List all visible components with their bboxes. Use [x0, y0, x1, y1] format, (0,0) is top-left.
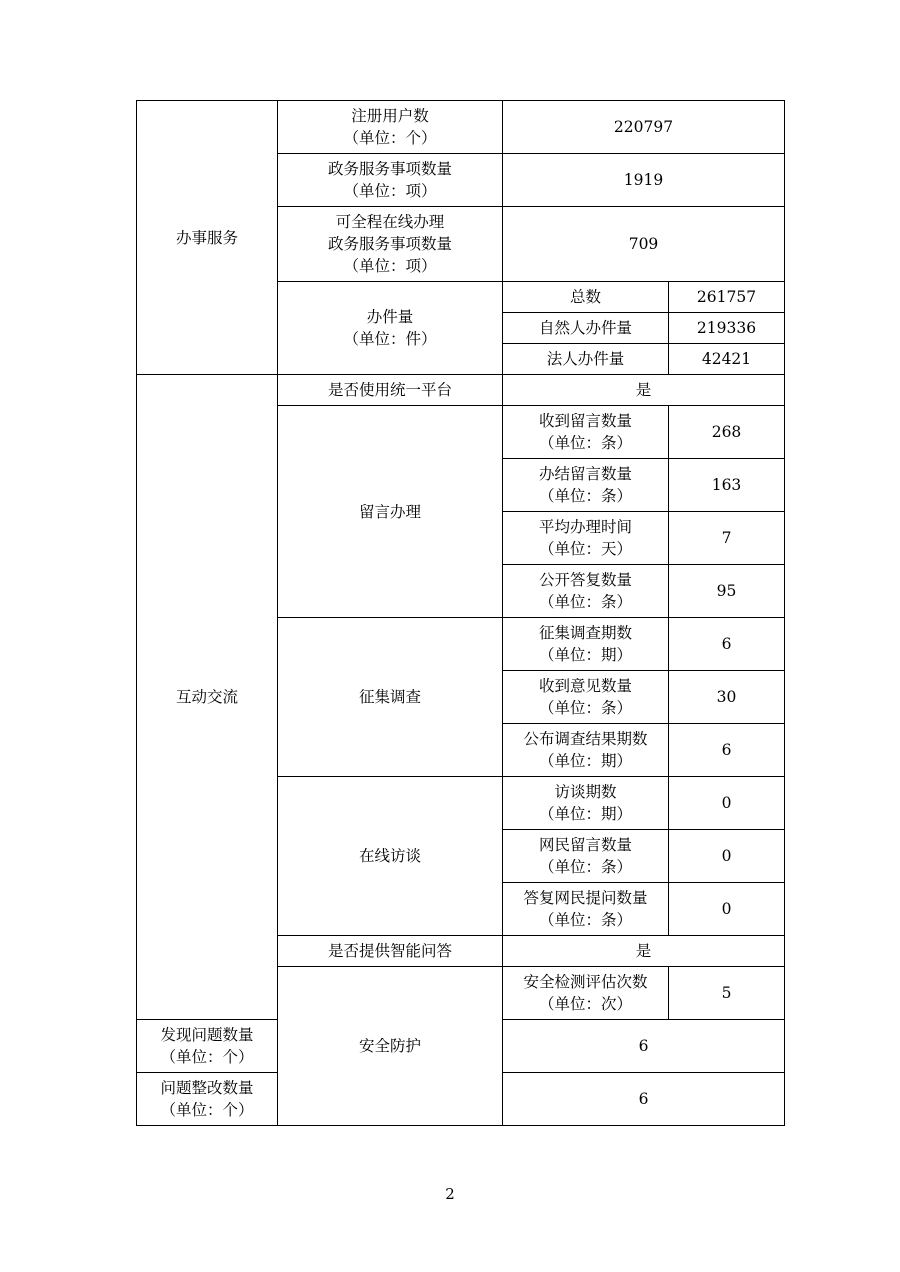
subrow-label-unit: （单位：期）	[538, 805, 632, 823]
row-label-line2: 政务服务事项数量	[327, 235, 452, 253]
row-label-line1: 安全检测评估次数	[523, 973, 648, 991]
table-row	[137, 375, 785, 406]
row-label-unit: （单位：项）	[343, 257, 437, 275]
subrow-value-public-replies: 95	[669, 565, 785, 618]
subrow-value-netizen-messages: 0	[669, 830, 785, 883]
row-label-line1: 政务服务事项数量	[327, 160, 452, 178]
subrow-label-unit: （单位：条）	[538, 593, 632, 611]
row-label-security-assessments	[503, 967, 669, 1020]
subrow-label-unit: （单位：期）	[538, 646, 632, 664]
row-label-handled-cases	[278, 282, 503, 375]
subrow-label-unit: （单位：条）	[538, 434, 632, 452]
subrow-label-interview-count	[503, 777, 669, 830]
row-label-unit: （单位：个）	[343, 129, 437, 147]
row-label-online-service-items	[278, 207, 503, 282]
row-label-registered-users	[278, 101, 503, 154]
section-label-anquan: 安全防护	[278, 967, 503, 1126]
row-label-unit: （单位：个）	[160, 1101, 254, 1119]
subrow-label-survey-count	[503, 618, 669, 671]
row-label-unit: （单位：个）	[160, 1048, 254, 1066]
row-label-survey: 征集调查	[278, 618, 503, 777]
subrow-label-line1: 收到留言数量	[538, 412, 632, 430]
row-label-message-handling: 留言办理	[278, 406, 503, 618]
row-label-service-items	[278, 154, 503, 207]
section-label-banshi: 办事服务	[137, 101, 278, 375]
subrow-value-opinions-received: 30	[669, 671, 785, 724]
subrow-label-netizen-messages	[503, 830, 669, 883]
subrow-value-interview-count: 0	[669, 777, 785, 830]
row-value-security-assessments: 5	[669, 967, 785, 1020]
row-label-line1: 发现问题数量	[160, 1026, 254, 1044]
subrow-value-messages-closed: 163	[669, 459, 785, 512]
subrow-label-line1: 办结留言数量	[538, 465, 632, 483]
row-label-line1: 注册用户数	[351, 107, 429, 125]
subrow-value-legal-person: 42421	[669, 344, 785, 375]
subrow-label-unit: （单位：条）	[538, 699, 632, 717]
row-label-unified-platform: 是否使用统一平台	[278, 375, 503, 406]
subrow-value-survey-count: 6	[669, 618, 785, 671]
row-value-smart-qa: 是	[503, 936, 785, 967]
subrow-label-line1: 平均办理时间	[538, 518, 632, 536]
statistics-table	[136, 100, 785, 1126]
subrow-label-opinions-received	[503, 671, 669, 724]
subrow-label-unit: （单位：期）	[538, 752, 632, 770]
row-label-unit: （单位：项）	[343, 182, 437, 200]
row-value-online-service-items: 709	[503, 207, 785, 282]
row-label-online-interview: 在线访谈	[278, 777, 503, 936]
subrow-value-survey-results: 6	[669, 724, 785, 777]
subrow-label-total: 总数	[503, 282, 669, 313]
subrow-value-messages-received: 268	[669, 406, 785, 459]
subrow-label-line1: 征集调查期数	[538, 624, 632, 642]
row-label-line1: 办件量	[366, 308, 414, 326]
row-value-service-items: 1919	[503, 154, 785, 207]
subrow-label-netizen-replies	[503, 883, 669, 936]
subrow-label-line1: 答复网民提问数量	[523, 889, 648, 907]
row-label-issues-fixed	[137, 1073, 278, 1126]
row-label-unit: （单位：次）	[538, 995, 632, 1013]
subrow-value-average-time: 7	[669, 512, 785, 565]
row-label-line1: 可全程在线办理	[335, 213, 445, 231]
subrow-label-unit: （单位：条）	[538, 911, 632, 929]
subrow-value-netizen-replies: 0	[669, 883, 785, 936]
row-value-issues-fixed: 6	[503, 1073, 785, 1126]
row-label-unit: （单位：件）	[343, 330, 437, 348]
subrow-value-natural-person: 219336	[669, 313, 785, 344]
subrow-value-total: 261757	[669, 282, 785, 313]
subrow-label-public-replies	[503, 565, 669, 618]
row-value-issues-found: 6	[503, 1020, 785, 1073]
subrow-label-unit: （单位：天）	[538, 540, 632, 558]
subrow-label-natural-person: 自然人办件量	[503, 313, 669, 344]
subrow-label-survey-results	[503, 724, 669, 777]
page-number: 2	[445, 1185, 455, 1203]
row-label-smart-qa: 是否提供智能问答	[278, 936, 503, 967]
statistics-table-wrapper	[136, 100, 784, 1126]
row-value-unified-platform: 是	[503, 375, 785, 406]
subrow-label-line1: 访谈期数	[554, 783, 617, 801]
subrow-label-line1: 网民留言数量	[538, 836, 632, 854]
subrow-label-unit: （单位：条）	[538, 858, 632, 876]
row-label-issues-found	[137, 1020, 278, 1073]
table-row	[137, 101, 785, 154]
row-value-registered-users: 220797	[503, 101, 785, 154]
subrow-label-messages-closed	[503, 459, 669, 512]
section-label-hudong: 互动交流	[137, 375, 278, 1020]
subrow-label-average-time	[503, 512, 669, 565]
subrow-label-line1: 收到意见数量	[538, 677, 632, 695]
subrow-label-legal-person: 法人办件量	[503, 344, 669, 375]
subrow-label-messages-received	[503, 406, 669, 459]
subrow-label-unit: （单位：条）	[538, 487, 632, 505]
row-label-line1: 问题整改数量	[160, 1079, 254, 1097]
subrow-label-line1: 公布调查结果期数	[523, 730, 648, 748]
subrow-label-line1: 公开答复数量	[538, 571, 632, 589]
